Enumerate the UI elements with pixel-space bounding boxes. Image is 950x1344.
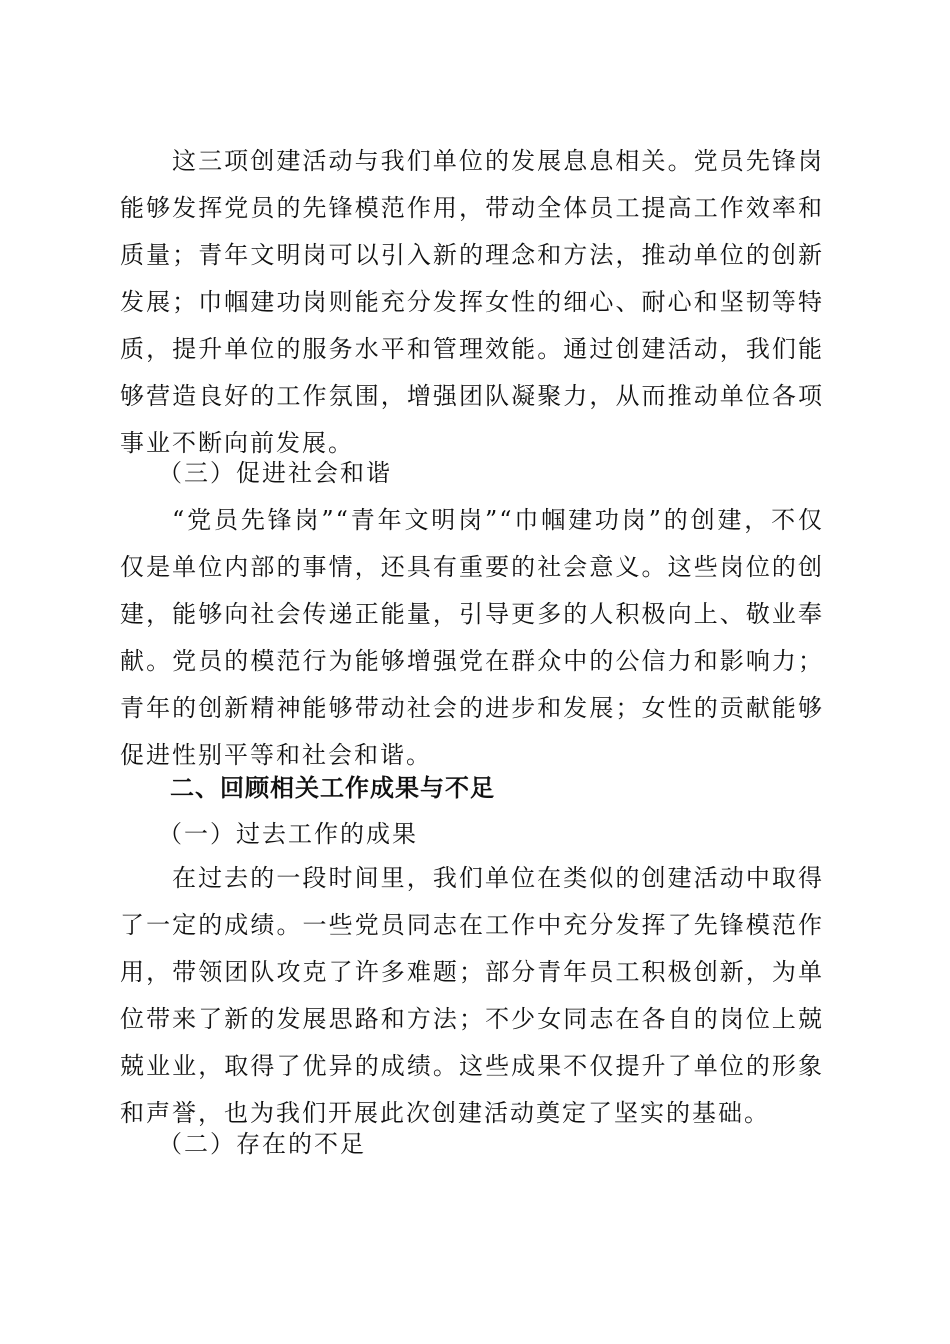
paragraph-social-meaning: “党员先锋岗”“青年文明岗”“巾帼建功岗”的创建，不仅仅是单位内部的事情，还具有重要的社会意义。这些岗位的创建，能够向社会传递正能量，引导更多的人积极向上、敬业奉献。党员的模范行为能够增强党在群众中的公信力和影响力；青年的创新精神能够带动社会的进步和发展；女性的贡献能够促进性别平等和社会和谐。 xyxy=(120,506,824,769)
subheading-shortcomings: （二）存在的不足 xyxy=(158,1130,366,1158)
section-heading-review: 二、回顾相关工作成果与不足 xyxy=(170,774,495,802)
subheading-social-harmony: （三）促进社会和谐 xyxy=(158,459,392,487)
paragraph-past-results: 在过去的一段时间里，我们单位在类似的创建活动中取得了一定的成绩。一些党员同志在工作中充分发挥了先锋模范作用，带领团队攻克了许多难题；部分青年员工积极创新，为单位带来了新的发展思路和方法；不少女同志在各自的岗位上兢兢业业，取得了优异的成绩。这些成果不仅提升了单位的形象和声誉，也为我们开展此次创建活动奠定了坚实的基础。 xyxy=(120,864,824,1127)
subheading-past-results: （一）过去工作的成果 xyxy=(158,820,418,848)
paragraph-development: 这三项创建活动与我们单位的发展息息相关。党员先锋岗能够发挥党员的先锋模范作用，带动全体员工提高工作效率和质量；青年文明岗可以引入新的理念和方法，推动单位的创新发展；巾帼建功岗则能充分发挥女性的细心、耐心和坚韧等特质，提升单位的服务水平和管理效能。通过创建活动，我们能够营造良好的工作氛围，增强团队凝聚力，从而推动单位各项事业不断向前发展。 xyxy=(120,147,824,457)
